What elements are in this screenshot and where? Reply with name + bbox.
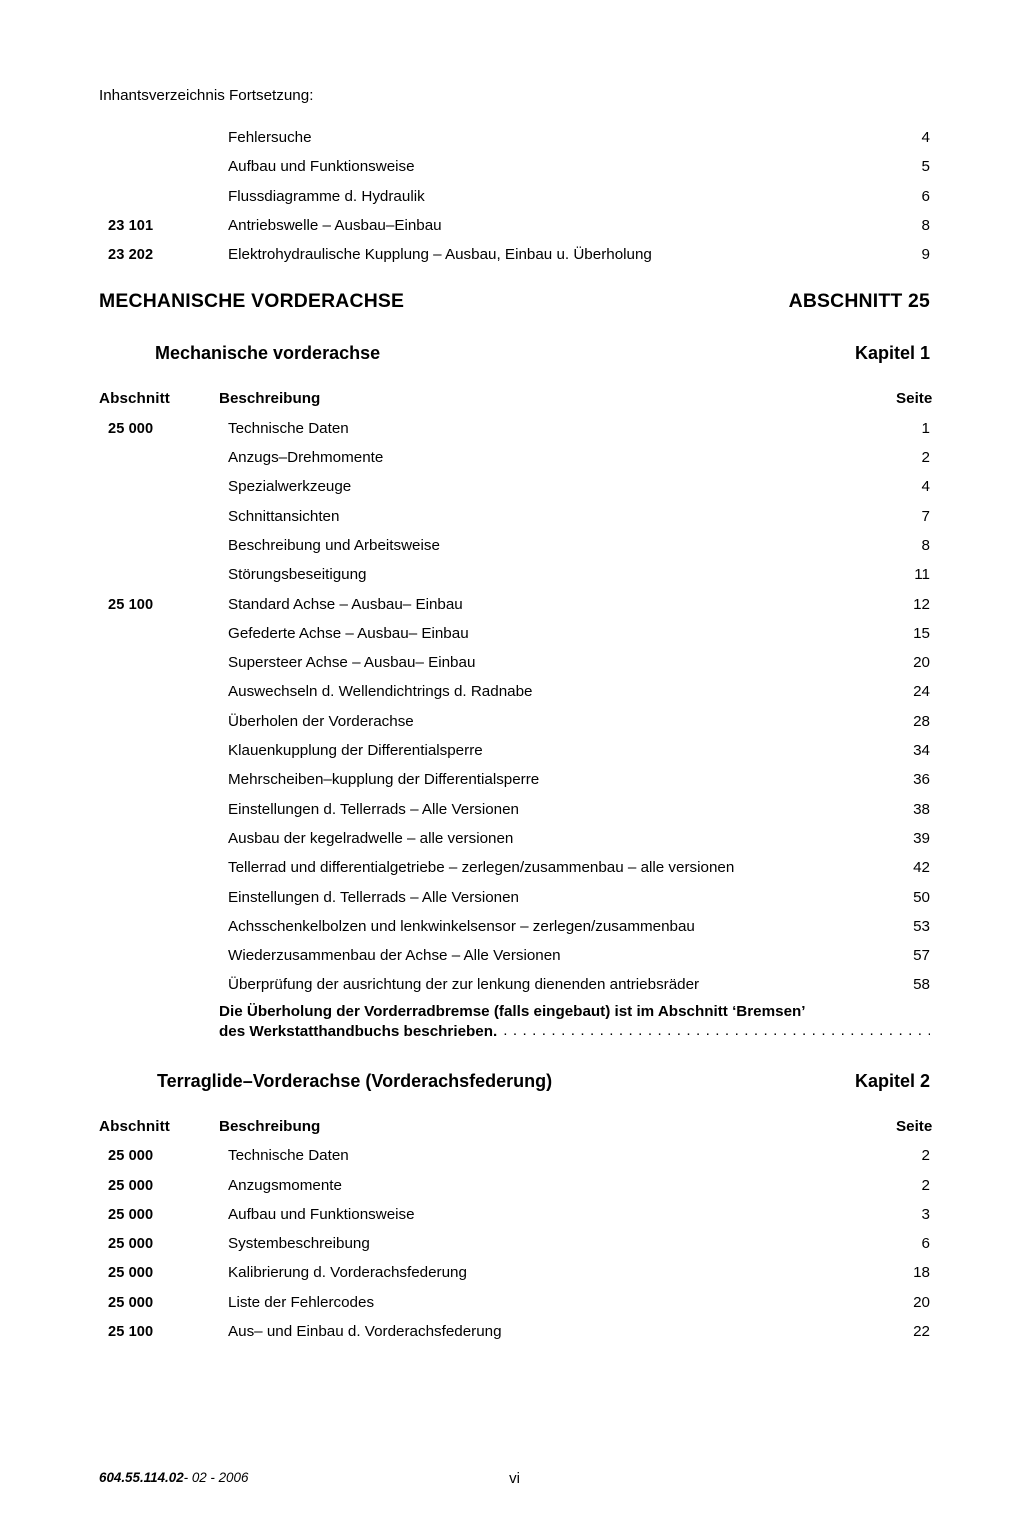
toc-entry-description: Überprüfung der ausrichtung der zur lenkung dienenden antriebsräder [228, 976, 700, 994]
toc-entry-page: 18 [913, 1264, 930, 1282]
toc-entry-description: Aus– und Einbau d. Vorderachsfederung [228, 1322, 502, 1340]
toc-entry-page: 7 [921, 507, 930, 525]
toc-entry-description: Überholen der Vorderachse [228, 712, 414, 730]
table-row [99, 531, 930, 560]
toc-dot-leader [355, 418, 888, 433]
toc-entry-page: 34 [913, 742, 930, 760]
toc-entry-page: 42 [913, 859, 930, 877]
column-header-page: Seite [896, 390, 933, 408]
toc-dot-leader [525, 798, 888, 813]
toc-entry-page: 20 [913, 654, 930, 672]
toc-entry-page: 8 [921, 536, 930, 554]
table-row [99, 240, 930, 269]
toc-entry-page: 4 [921, 478, 930, 496]
column-header-section: Abschnitt [99, 390, 170, 408]
table-row [99, 211, 930, 240]
toc-entry-section: 25 100 [108, 596, 154, 613]
toc-dot-leader [469, 593, 888, 608]
table-row [99, 941, 930, 970]
section-header-number: ABSCHNITT 25 [788, 290, 930, 313]
toc-entry-section: 25 000 [108, 1236, 154, 1253]
toc-entry-description: Aufbau und Funktionsweise [228, 1205, 415, 1223]
toc-dot-leader [539, 681, 889, 696]
toc-entry-description: Schnittansichten [228, 507, 340, 525]
toc-entry-page: 6 [921, 187, 930, 205]
toc-entry-description: Liste der Fehlercodes [228, 1293, 375, 1311]
page-footer [99, 1470, 930, 1485]
chapter2-number: Kapitel 2 [854, 1070, 930, 1091]
toc-entry-page: 2 [921, 1176, 930, 1194]
table-row [99, 414, 930, 443]
section-header [99, 290, 930, 318]
toc-dot-leader [567, 945, 888, 960]
toc-entry-section: 25 100 [108, 1323, 154, 1340]
toc-entry-section: 23 101 [108, 217, 154, 234]
toc-entry-description: Systembeschreibung [228, 1235, 370, 1253]
toc-dot-leader [701, 916, 888, 931]
toc-entry-page: 24 [913, 683, 930, 701]
table-row [99, 765, 930, 794]
toc-entry-description: Achsschenkelbolzen und lenkwinkelsensor – zerlegen/zusammenbau [228, 917, 695, 935]
toc-dot-leader [421, 156, 888, 171]
toc-entry-section: 25 000 [108, 1265, 154, 1282]
table-row [99, 1141, 930, 1170]
document-page [0, 86, 1024, 1535]
toc-entry-section: 25 000 [108, 420, 154, 437]
toc-entry-description: Gefederte Achse – Ausbau– Einbau [228, 624, 469, 642]
toc-entry-description: Standard Achse – Ausbau– Einbau [228, 595, 463, 613]
table-row [99, 707, 930, 736]
toc-entry-page: 2 [921, 1147, 930, 1165]
toc-entry-description: Auswechseln d. Wellendichtrings d. Radnabe [228, 683, 533, 701]
notice-body [219, 1000, 930, 1041]
toc-entry-page: 1 [921, 419, 930, 437]
notice-line-1: Die Überholung der Vorderradbremse (falls eingebaut) ist im Abschnitt ‘Bremsen’ [219, 1002, 806, 1020]
table-row [99, 970, 930, 999]
toc-entry-description: Kalibrierung d. Vorderachsfederung [228, 1264, 467, 1282]
table-row [99, 1317, 930, 1346]
toc-entry-description: Technische Daten [228, 1147, 349, 1165]
toc-dot-leader [355, 1145, 888, 1160]
table-row [99, 472, 930, 501]
chapter1-header [99, 343, 930, 369]
toc-entry-page: 3 [921, 1205, 930, 1223]
notice-dot-leader [503, 1021, 930, 1036]
toc-entry-page: 15 [913, 624, 930, 642]
toc-entry-description: Spezialwerkzeuge [228, 478, 352, 496]
toc-entry-description: Fehlersuche [228, 129, 312, 146]
table-row [99, 736, 930, 765]
toc-dot-leader [431, 185, 888, 200]
toc-entry-page: 22 [913, 1322, 930, 1340]
toc-entry-description: Wiederzusammenbau der Achse – Alle Versionen [228, 947, 561, 965]
table-row [99, 883, 930, 912]
table-row [99, 1258, 930, 1287]
footer-page-number: vi [509, 1470, 520, 1487]
toc-entry-page: 6 [921, 1235, 930, 1253]
toc-entry-description: Einstellungen d. Tellerrads – Alle Versionen [228, 888, 519, 906]
toc-entry-description: Antriebswelle – Ausbau–Einbau [228, 216, 442, 234]
table-row [99, 677, 930, 706]
toc-dot-leader [489, 740, 888, 755]
chapter2-entry-list [99, 1141, 930, 1346]
toc-entry-page: 11 [914, 566, 930, 584]
toc-entry-page: 20 [913, 1293, 930, 1311]
toc-entry-page: 28 [913, 712, 930, 730]
toc-entry-page: 12 [913, 595, 930, 613]
table-row [99, 590, 930, 619]
table-row [99, 824, 930, 853]
table-row [99, 619, 930, 648]
toc-entry-page: 5 [921, 158, 930, 176]
intro-entry-list [99, 123, 930, 269]
chapter1-number: Kapitel 1 [854, 343, 930, 364]
toc-dot-leader [372, 564, 888, 579]
chapter1-column-headers [99, 384, 933, 413]
footer-document-code: 604.55.114.02 [99, 1470, 184, 1485]
toc-dot-leader [348, 1174, 888, 1189]
column-header-description: Beschreibung [219, 1117, 321, 1135]
table-row [99, 648, 930, 677]
toc-entry-page: 4 [921, 129, 930, 146]
toc-entry-description: Flussdiagramme d. Hydraulik [228, 187, 425, 205]
notice-line-2-row [219, 1021, 930, 1041]
notice-line-2: des Werkstatthandbuchs beschrieben. [219, 1022, 498, 1040]
toc-entry-description: Supersteer Achse – Ausbau– Einbau [228, 654, 476, 672]
toc-entry-description: Elektrohydraulische Kupplung – Ausbau, Einbau u. Überholung [228, 246, 652, 264]
toc-dot-leader [446, 535, 888, 550]
table-row [99, 1229, 930, 1258]
toc-entry-description: Ausbau der kegelradwelle – alle versionen [228, 829, 514, 847]
toc-entry-description: Klauenkupplung der Differentialsperre [228, 742, 483, 760]
toc-entry-description: Aufbau und Funktionsweise [228, 158, 415, 176]
toc-entry-description: Einstellungen d. Tellerrads – Alle Versionen [228, 800, 519, 818]
toc-entry-description: Anzugsmomente [228, 1176, 342, 1194]
table-row [99, 1200, 930, 1229]
table-row [99, 795, 930, 824]
toc-dot-leader [740, 857, 888, 872]
chapter1-entry-list [99, 414, 930, 1000]
toc-entry-page: 57 [913, 947, 930, 965]
chapter2-title: Terraglide–Vorderachse (Vorderachsfederung) [157, 1070, 553, 1091]
chapter1-title: Mechanische vorderachse [155, 343, 381, 364]
toc-dot-leader [380, 1292, 888, 1307]
table-row [99, 560, 930, 589]
toc-entry-description: Mehrscheiben–kupplung der Differentialsperre [228, 771, 540, 789]
intro-title: Inhantsverzeichnis Fortsetzung: [99, 87, 314, 104]
toc-entry-page: 58 [913, 976, 930, 994]
column-header-description: Beschreibung [219, 390, 321, 408]
toc-dot-leader [421, 1204, 888, 1219]
toc-entry-page: 36 [913, 771, 930, 789]
toc-dot-leader [318, 127, 888, 142]
toc-entry-description: Technische Daten [228, 419, 349, 437]
table-row [99, 1171, 930, 1200]
toc-entry-page: 9 [921, 246, 930, 264]
footer-document-date: - 02 - 2006 [183, 1470, 249, 1485]
toc-dot-leader [376, 1233, 888, 1248]
toc-entry-section: 25 000 [108, 1177, 154, 1194]
toc-dot-leader [448, 215, 888, 230]
toc-entry-page: 38 [913, 800, 930, 818]
toc-dot-leader [475, 623, 888, 638]
table-row [99, 443, 930, 472]
toc-entry-page: 2 [921, 449, 930, 467]
column-header-section: Abschnitt [99, 1117, 170, 1135]
toc-entry-description: Anzugs–Drehmomente [228, 449, 384, 467]
table-row [99, 123, 930, 152]
table-row [99, 502, 930, 531]
toc-dot-leader [389, 447, 888, 462]
chapter1-notice [99, 1000, 930, 1041]
toc-dot-leader [658, 244, 888, 259]
toc-entry-page: 8 [921, 216, 930, 234]
toc-entry-description: Störungsbeseitigung [228, 566, 367, 584]
toc-entry-page: 39 [913, 829, 930, 847]
toc-dot-leader [508, 1321, 888, 1336]
toc-dot-leader [545, 769, 888, 784]
toc-dot-leader [473, 1262, 888, 1277]
toc-entry-section: 25 000 [108, 1148, 154, 1165]
section-header-title: MECHANISCHE VORDERACHSE [99, 290, 405, 313]
table-row [99, 182, 930, 211]
toc-dot-leader [357, 476, 888, 491]
toc-entry-section: 25 000 [108, 1206, 154, 1223]
chapter2-header [99, 1071, 930, 1097]
table-row [99, 1288, 930, 1317]
toc-dot-leader [345, 505, 888, 520]
toc-entry-page: 50 [913, 888, 930, 906]
toc-dot-leader [519, 828, 888, 843]
toc-entry-description: Tellerrad und differentialgetriebe – zerlegen/zusammenbau – alle versionen [228, 859, 735, 877]
toc-dot-leader [705, 974, 888, 989]
chapter2-column-headers [99, 1112, 933, 1141]
toc-entry-page: 53 [913, 917, 930, 935]
toc-entry-description: Beschreibung und Arbeitsweise [228, 536, 440, 554]
toc-entry-section: 23 202 [108, 247, 154, 264]
column-header-page: Seite [896, 1117, 933, 1135]
toc-dot-leader [525, 886, 888, 901]
toc-dot-leader [481, 652, 888, 667]
toc-entry-section: 25 000 [108, 1294, 154, 1311]
table-row [99, 152, 930, 181]
table-row [99, 912, 930, 941]
toc-dot-leader [420, 711, 888, 726]
table-row [99, 853, 930, 882]
